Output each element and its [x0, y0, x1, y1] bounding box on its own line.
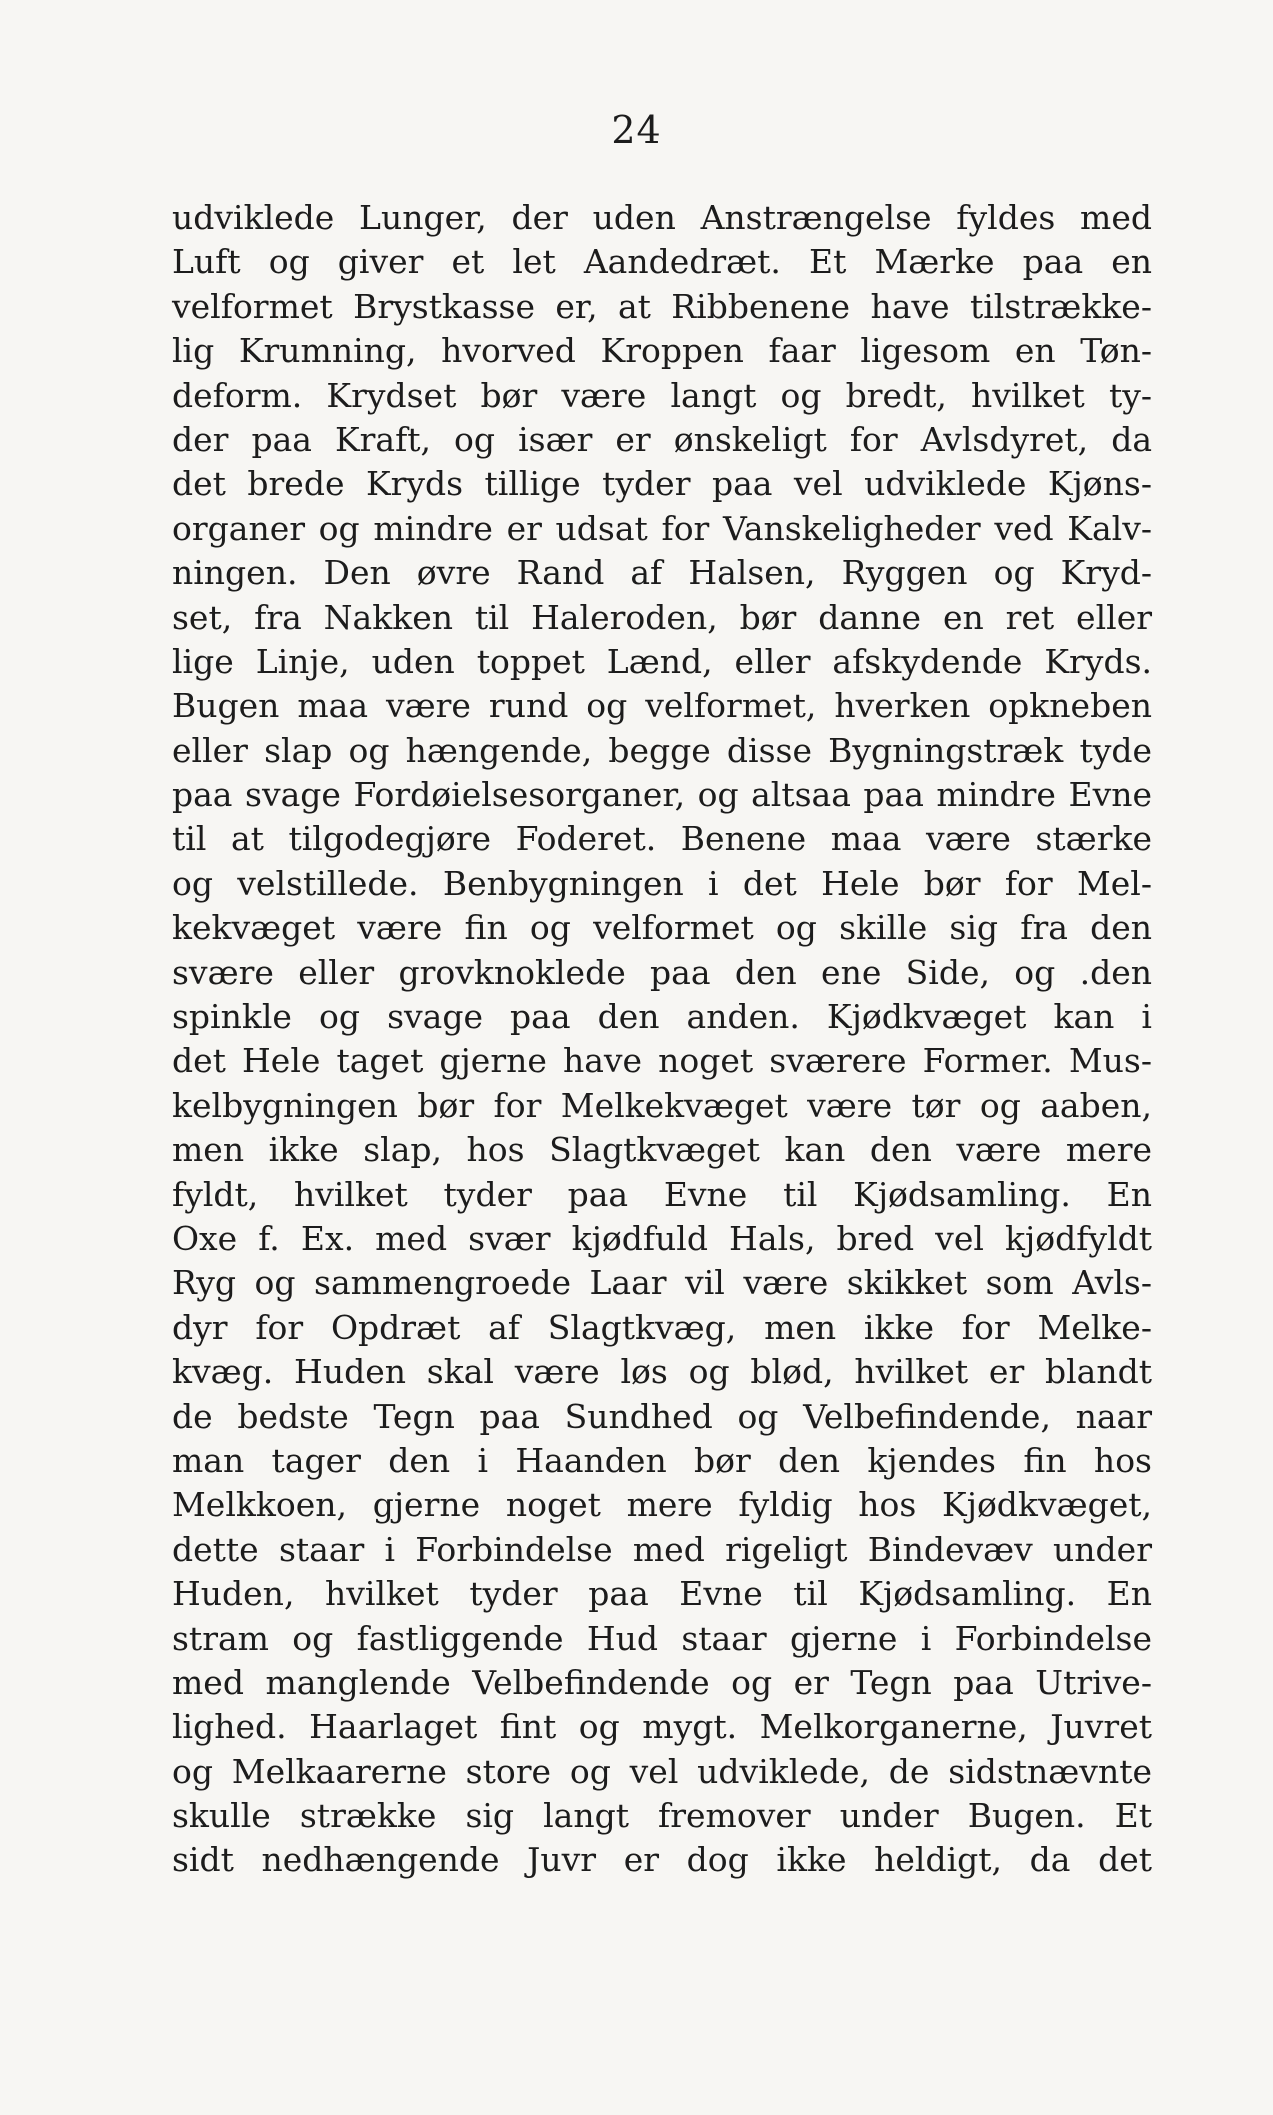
text-line: kvæg. Huden skal være løs og blød, hvilket er blandt — [172, 1352, 1152, 1392]
text-line: svære eller grovknoklede paa den ene Side, og .den — [172, 952, 1152, 992]
text-line: det Hele taget gjerne have noget sværere Former. Mus- — [172, 1041, 1152, 1081]
text-line: lighed. Haarlaget fint og mygt. Melkorganerne, Juvret — [172, 1707, 1152, 1747]
text-line: stram og fastliggende Hud staar gjerne i Forbindelse — [172, 1618, 1152, 1658]
text-line: set, fra Nakken til Haleroden, bør danne en ret eller — [172, 597, 1152, 637]
text-line: dyr for Opdræt af Slagtkvæg, men ikke for Melke- — [172, 1307, 1152, 1347]
text-line: med manglende Velbefindende og er Tegn paa Utrive- — [172, 1662, 1152, 1702]
text-line: til at tilgodegjøre Foderet. Benene maa være stærke — [172, 819, 1152, 859]
text-line: skulle strække sig langt fremover under Bugen. Et — [172, 1796, 1152, 1836]
text-line: spinkle og svage paa den anden. Kjødkvæget kan i — [172, 997, 1152, 1037]
text-line: velformet Brystkasse er, at Ribbenene have tilstrække- — [172, 286, 1152, 326]
text-line: lig Krumning, hvorved Kroppen faar ligesom en Tøn- — [172, 331, 1152, 371]
text-line: ningen. Den øvre Rand af Halsen, Ryggen og Kryd- — [172, 553, 1152, 593]
text-line: paa svage Fordøielsesorganer, og altsaa paa mindre Evne — [172, 775, 1152, 815]
text-line: Luft og giver et let Aandedræt. Et Mærke paa en — [172, 242, 1152, 282]
text-line: kelbygningen bør for Melkekvæget være tør og aaben, — [172, 1085, 1152, 1125]
body-text — [172, 196, 1152, 1883]
text-line: eller slap og hængende, begge disse Bygningstræk tyde — [172, 730, 1152, 770]
text-line: Bugen maa være rund og velformet, hverken opkneben — [172, 686, 1152, 726]
text-line: lige Linje, uden toppet Lænd, eller afskydende Kryds. — [172, 641, 1152, 681]
text-line: og velstillede. Benbygningen i det Hele bør for Mel- — [172, 863, 1152, 903]
page-number: 24 — [611, 108, 662, 152]
text-line: udviklede Lunger, der uden Anstrængelse fyldes med — [172, 198, 1152, 237]
text-line: de bedste Tegn paa Sundhed og Velbefindende, naar — [172, 1396, 1152, 1436]
text-line: der paa Kraft, og især er ønskeligt for Avlsdyret, da — [172, 419, 1152, 459]
text-line: deform. Krydset bør være langt og bredt, hvilket ty- — [172, 375, 1152, 415]
text-line: Oxe f. Ex. med svær kjødfuld Hals, bred vel kjødfyldt — [172, 1218, 1152, 1258]
text-line: Melkkoen, gjerne noget mere fyldig hos Kjødkvæget, — [172, 1485, 1152, 1525]
text-line: kekvæget være fin og velformet og skille sig fra den — [172, 908, 1152, 948]
text-line: organer og mindre er udsat for Vanskeligheder ved Kalv- — [172, 508, 1152, 548]
text-line: fyldt, hvilket tyder paa Evne til Kjødsamling. En — [172, 1174, 1152, 1214]
text-line: dette staar i Forbindelse med rigeligt Bindevæv under — [172, 1529, 1152, 1569]
text-line: Huden, hvilket tyder paa Evne til Kjødsamling. En — [172, 1574, 1152, 1614]
text-line: man tager den i Haanden bør den kjendes fin hos — [172, 1440, 1152, 1480]
text-line: og Melkaarerne store og vel udviklede, de sidstnævnte — [172, 1751, 1152, 1791]
text-line: Ryg og sammengroede Laar vil være skikket som Avls- — [172, 1263, 1152, 1303]
text-line: sidt nedhængende Juvr er dog ikke heldigt, da det — [172, 1840, 1152, 1880]
text-line: men ikke slap, hos Slagtkvæget kan den være mere — [172, 1130, 1152, 1170]
text-line: det brede Kryds tillige tyder paa vel udviklede Kjøns- — [172, 464, 1152, 504]
